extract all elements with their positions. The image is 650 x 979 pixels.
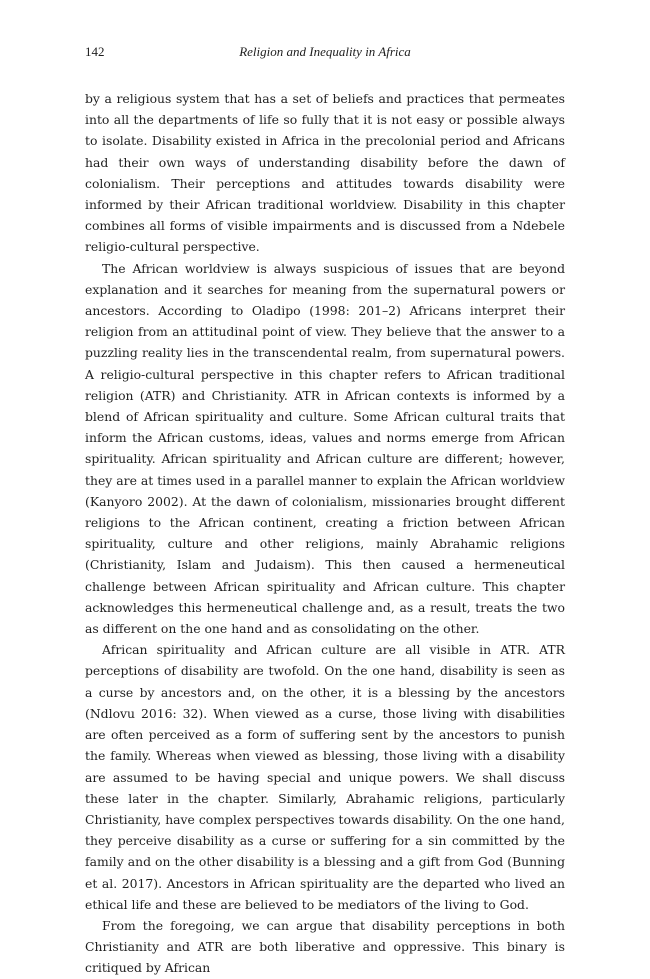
paragraph: The African worldview is always suspicious of issues that are beyond explanation and it searches for meaning from the supernatural powers or ancestors. According to Oladipo (1998: 201–2) Africans interpret their religion from an attitudinal point of view. They believe that the answer to a puzzling reality lies in the transcendental realm, from supernatural powers. A religio-cultural perspective in this chapter refers to African traditional religion (ATR) and Christianity. ATR in African contexts is informed by a blend of African spirituality and culture. Some African cultural traits that inform the African customs, ideas, values and norms emerge from African spirituality. African spirituality and African culture are different; however, they are at times used in a parallel manner to explain the African worldview (Kanyoro 2002). At the dawn of colonialism, missionaries brought different religions to the African continent, creating a friction between African spirituality, culture and other religions, mainly Abrahamic religions (Christianity, Islam and Judaism). This then caused a hermeneutical challenge between African spirituality and African culture. This chapter acknowledges this hermeneutical challenge and, as a result, treats the two as different on the one hand and as consolidating on the other. — [85, 260, 565, 637]
running-title: Religion and Inequality in Africa — [239, 44, 411, 59]
paragraph: From the foregoing, we can argue that disability perceptions in both Christianity and ATR are both liberative and oppressive. This binary is critiqued by African — [85, 917, 565, 976]
page-number: 142 — [85, 44, 105, 59]
paragraph: African spirituality and African culture are all visible in ATR. ATR perceptions of disability are twofold. On the one hand, disability is seen as a curse by ancestors and, on the other, it is a blessing by the ancestors (Ndlovu 2016: 32). When viewed as a curse, those living with disabilities are often perceived as a form of suffering sent by the ancestors to punish the family. Whereas when viewed as blessing, those living with a disability are assumed to be having special and unique powers. We shall discuss these later in the chapter. Similarly, Abrahamic religions, particularly Christianity, have complex perspectives towards disability. On the one hand, they perceive disability as a curse or suffering for a sin committed by the family and on the other disability is a blessing and a gift from God (Bunning et al. 2017). Ancestors in African spirituality are the departed who lived an ethical life and these are believed to be mediators of the living to God. — [85, 642, 565, 912]
body-text — [85, 88, 565, 979]
running-head — [85, 44, 565, 64]
paragraph-continued: by a religious system that has a set of beliefs and practices that permeates into all the departments of life so fully that it is not easy or possible always to isolate. Disability existed in Africa in the precolonial period and Africans had their own ways of understanding disability before the dawn of colonialism. Their perceptions and attitudes towards disability were informed by their African traditional worldview. Disability in this chapter combines all forms of visible impairments and is discussed from a Ndebele religio-cultural perspective. — [85, 91, 565, 255]
